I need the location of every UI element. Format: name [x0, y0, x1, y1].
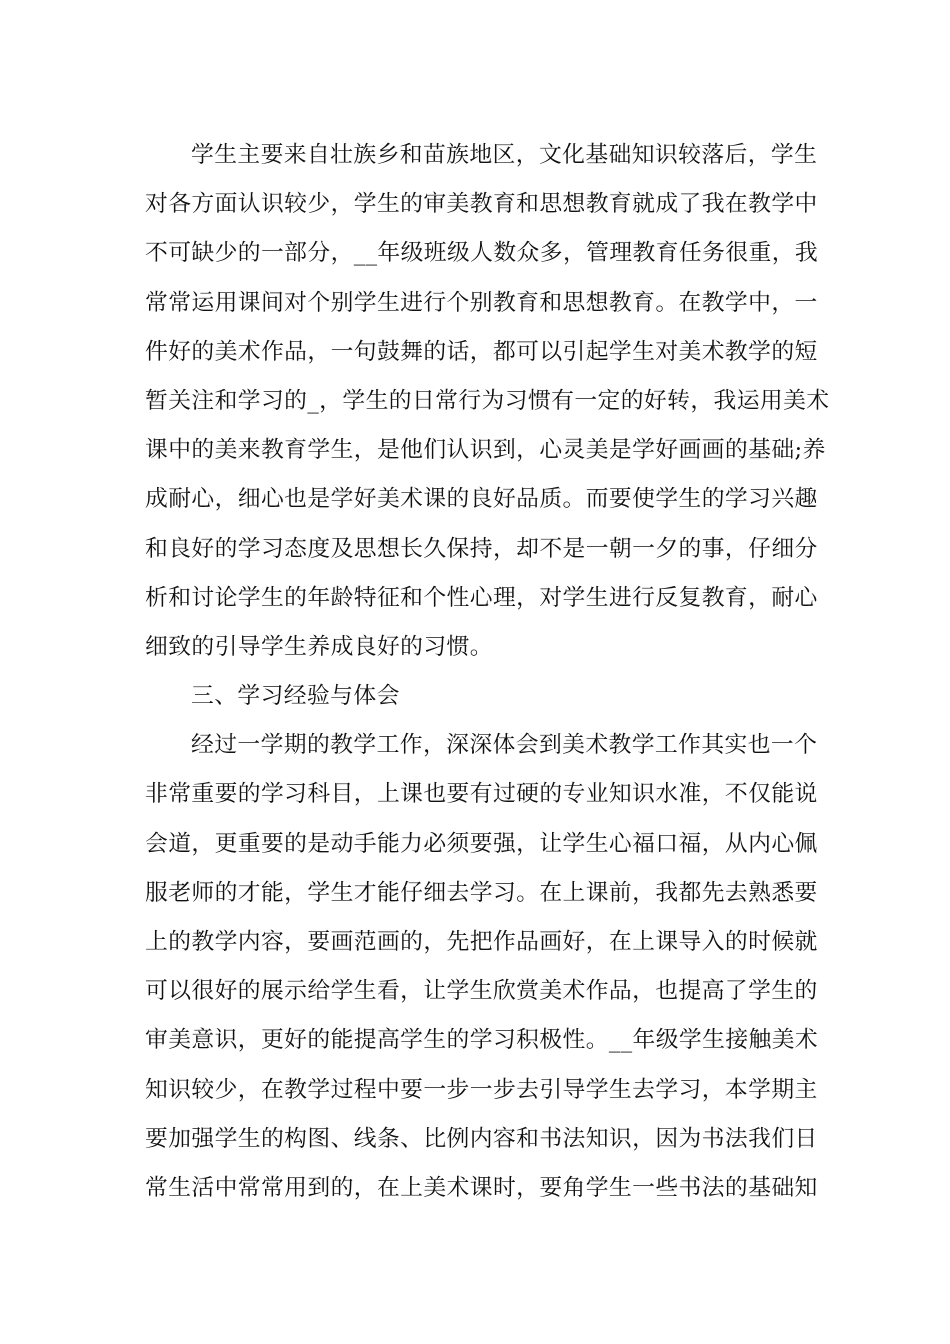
text-line: 成耐心，细心也是学好美术课的良好品质。而要使学生的学习兴趣 [145, 486, 818, 513]
text-line: 件好的美术作品，一句鼓舞的话，都可以引起学生对美术教学的短 [145, 338, 818, 365]
text-line: 知识较少，在教学过程中要一步一步去引导学生去学习，本学期主 [145, 1076, 818, 1103]
text-line: 常生活中常常用到的，在上美术课时，要角学生一些书法的基础知 [145, 1174, 818, 1201]
text-line: 常常运用课间对个别学生进行个别教育和思想教育。在教学中，一 [145, 289, 818, 316]
text-line: 审美意识，更好的能提高学生的学习积极性。__年级学生接触美术 [145, 1027, 819, 1054]
text-line: 细致的引导学生养成良好的习惯。 [145, 633, 493, 660]
text-line: 对各方面认识较少，学生的审美教育和思想教育就成了我在教学中 [145, 191, 818, 218]
text-line: 非常重要的学习科目，上课也要有过硬的专业知识水准，不仅能说 [145, 781, 818, 808]
text-line: 暂关注和学习的_，学生的日常行为习惯有一定的好转，我运用美术 [145, 387, 830, 414]
text-line: 析和讨论学生的年龄特征和个性心理，对学生进行反复教育，耐心 [145, 584, 818, 611]
text-line: 上的教学内容，要画范画的，先把作品画好，在上课导入的时候就 [145, 929, 818, 955]
document-body [145, 131, 830, 1213]
paragraph-2 [145, 721, 819, 1213]
text-line: 和良好的学习态度及思想长久保持，却不是一朝一夕的事，仔细分 [145, 535, 818, 562]
text-line: 课中的美来教育学生，是他们认识到，心灵美是学好画画的基础;养 [145, 437, 826, 464]
paragraph-1 [145, 131, 830, 672]
text-line: 要加强学生的构图、线条、比例内容和书法知识，因为书法我们日 [145, 1125, 818, 1152]
text-line: 可以很好的展示给学生看，让学生欣赏美术作品，也提高了学生的 [145, 978, 818, 1005]
text-line: 不可缺少的一部分，__年级班级人数众多，管理教育任务很重，我 [145, 240, 819, 267]
section-heading: 三、学习经验与体会 [191, 683, 400, 710]
text-line: 学生主要来自壮族乡和苗族地区，文化基础知识较落后，学生 [191, 142, 818, 168]
text-line: 服老师的才能，学生才能仔细去学习。在上课前，我都先去熟悉要 [145, 879, 818, 906]
text-line: 会道，更重要的是动手能力必须要强，让学生心福口福，从内心佩 [145, 830, 818, 857]
text-line: 经过一学期的教学工作，深深体会到美术教学工作其实也一个 [191, 732, 818, 759]
